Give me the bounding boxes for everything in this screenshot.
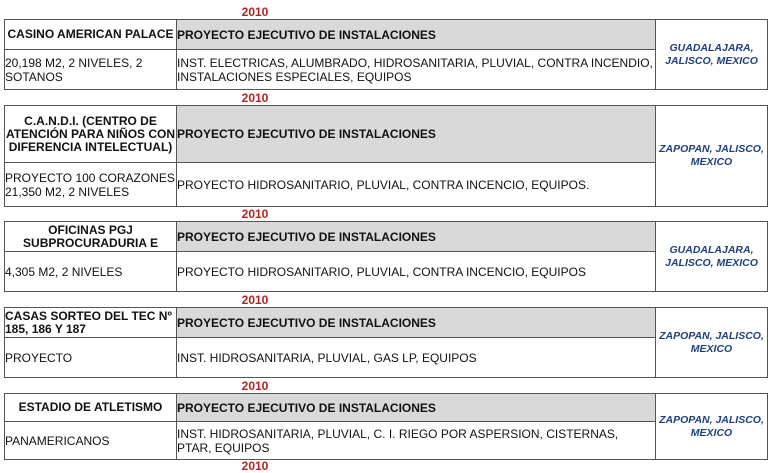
project-description: PROYECTO HIDROSANITARIO, PLUVIAL, CONTRA INCENCIO, EQUIPOS	[177, 252, 656, 292]
project-name: CASAS SORTEO DEL TEC Nº 185, 186 Y 187	[5, 308, 177, 338]
project-location: ZAPOPAN, JALISCO, MEXICO	[656, 308, 768, 378]
project-table-pgj	[4, 221, 768, 292]
project-table-casas-tec	[4, 307, 768, 378]
project-details: 4,305 M2, 2 NIVELES	[5, 252, 177, 292]
project-table-estadio	[4, 393, 768, 460]
project-description: INST. ELECTRICAS, ALUMBRADO, HIDROSANITARIA, PLUVIAL, CONTRA INCENDIO, INSTALACIONES ESPECIALES, EQUIPOS	[177, 50, 656, 90]
project-details: 20,198 M2, 2 NIVELES, 2 SOTANOS	[5, 50, 177, 90]
project-year: 2010	[241, 91, 269, 105]
project-location: ZAPOPAN, JALISCO, MEXICO	[656, 394, 768, 460]
project-table-candi	[4, 105, 768, 207]
project-name: ESTADIO DE ATLETISMO	[5, 394, 177, 422]
project-heading: PROYECTO EJECUTIVO DE INSTALACIONES	[177, 106, 656, 163]
project-name: OFICINAS PGJ SUBPROCURADURIA E	[5, 222, 177, 252]
project-location: ZAPOPAN, JALISCO, MEXICO	[656, 106, 768, 207]
project-details: PROYECTO	[5, 338, 177, 378]
project-heading: PROYECTO EJECUTIVO DE INSTALACIONES	[177, 20, 656, 50]
project-name: CASINO AMERICAN PALACE	[5, 20, 177, 50]
project-year: 2010	[241, 5, 269, 19]
project-location: GUADALAJARA, JALISCO, MEXICO	[656, 222, 768, 292]
project-details: PANAMERICANOS	[5, 422, 177, 460]
project-description: INST. HIDROSANITARIA, PLUVIAL, C. I. RIEGO POR ASPERSION, CISTERNAS, PTAR, EQUIPOS	[177, 422, 656, 460]
project-description: INST. HIDROSANITARIA, PLUVIAL, GAS LP, EQUIPOS	[177, 338, 656, 378]
project-year-cutoff: 2010	[241, 459, 269, 473]
project-heading: PROYECTO EJECUTIVO DE INSTALACIONES	[177, 394, 656, 422]
project-details: PROYECTO 100 CORAZONES 21,350 M2, 2 NIVELES	[5, 163, 177, 207]
project-name: C.A.N.D.I. (CENTRO DE ATENCIÓN PARA NIÑOS CON DIFERENCIA INTELECTUAL)	[5, 106, 177, 163]
project-location: GUADALAJARA, JALISCO, MEXICO	[656, 20, 768, 90]
project-description: PROYECTO HIDROSANITARIO, PLUVIAL, CONTRA INCENCIO, EQUIPOS.	[177, 163, 656, 207]
project-table-casino	[4, 19, 768, 90]
project-heading: PROYECTO EJECUTIVO DE INSTALACIONES	[177, 222, 656, 252]
project-heading: PROYECTO EJECUTIVO DE INSTALACIONES	[177, 308, 656, 338]
project-year: 2010	[241, 379, 269, 393]
project-year: 2010	[241, 293, 269, 307]
project-year: 2010	[241, 207, 269, 221]
